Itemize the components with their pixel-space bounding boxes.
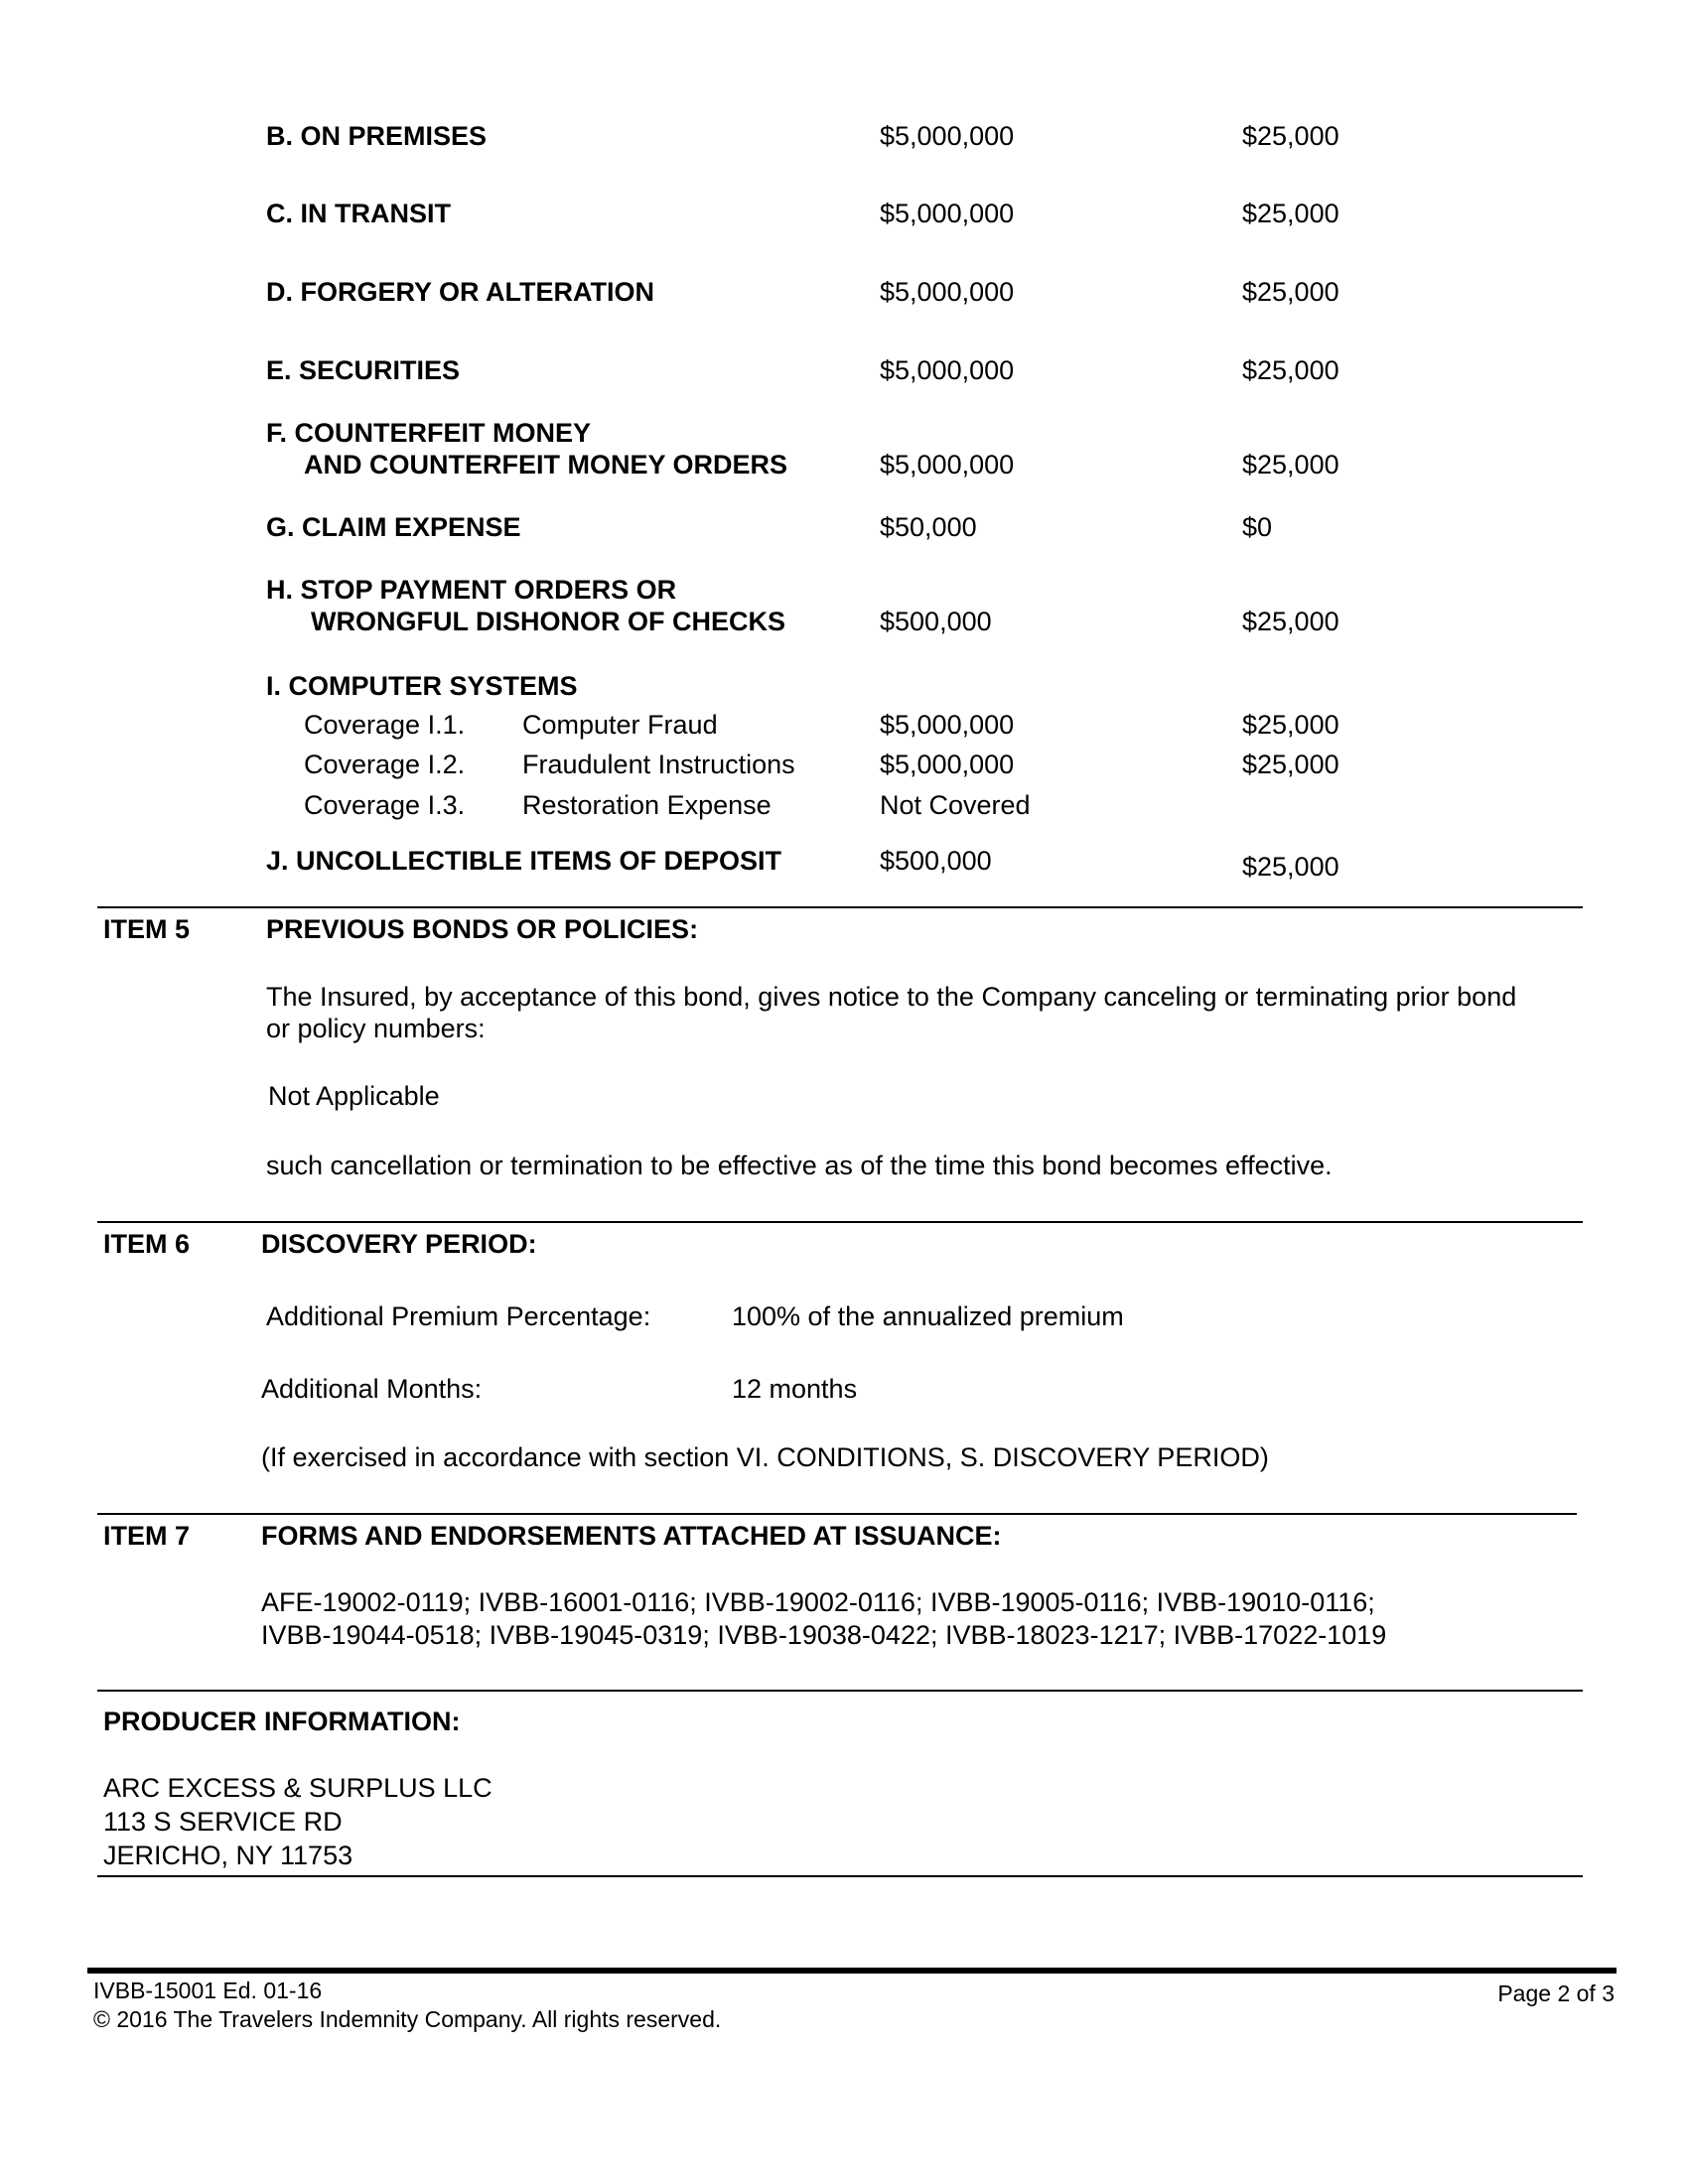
coverage-label: B. ON PREMISES — [266, 121, 488, 151]
coverage-limit: $5,000,000 — [880, 450, 1015, 479]
sub-coverage-code: Coverage I.3. — [304, 790, 466, 820]
coverage-limit: $5,000,000 — [880, 199, 1015, 228]
coverage-deductible: $25,000 — [1242, 355, 1339, 385]
coverage-deductible: $0 — [1242, 512, 1273, 542]
coverage-label: G. CLAIM EXPENSE — [266, 512, 521, 542]
divider — [97, 1221, 1583, 1223]
coverage-label: F. COUNTERFEIT MONEY — [266, 418, 592, 448]
divider — [97, 1875, 1583, 1877]
coverage-deductible: $25,000 — [1242, 121, 1339, 151]
sub-coverage-name: Restoration Expense — [522, 790, 772, 820]
item5-value: Not Applicable — [268, 1081, 440, 1111]
months-label: Additional Months: — [261, 1374, 483, 1404]
item-number: ITEM 7 — [103, 1521, 191, 1551]
item5-paragraph-cont: or policy numbers: — [266, 1014, 486, 1043]
coverage-deductible: $25,000 — [1242, 199, 1339, 228]
coverage-limit: $50,000 — [880, 512, 977, 542]
coverage-limit: $5,000,000 — [880, 121, 1015, 151]
footer-rule — [87, 1968, 1617, 1974]
coverage-limit: $500,000 — [880, 607, 992, 636]
premium-value: 100% of the annualized premium — [732, 1301, 1124, 1331]
coverage-label: C. IN TRANSIT — [266, 199, 451, 228]
divider — [97, 1513, 1577, 1515]
coverage-label: D. FORGERY OR ALTERATION — [266, 277, 654, 307]
coverage-deductible: $25,000 — [1242, 852, 1339, 882]
coverage-label-cont: WRONGFUL DISHONOR OF CHECKS — [311, 607, 785, 636]
coverage-label: E. SECURITIES — [266, 355, 461, 385]
divider — [97, 906, 1583, 908]
form-id: IVBB-15001 Ed. 01-16 — [93, 1978, 323, 2003]
item6-note: (If exercised in accordance with section VI. CONDITIONS, S. DISCOVERY PERIOD) — [261, 1442, 1269, 1472]
sub-coverage-limit: $5,000,000 — [880, 710, 1015, 740]
sub-coverage-code: Coverage I.2. — [304, 750, 466, 779]
coverage-deductible: $25,000 — [1242, 607, 1339, 636]
coverage-limit: $500,000 — [880, 846, 992, 876]
coverage-label: J. UNCOLLECTIBLE ITEMS OF DEPOSIT — [266, 846, 782, 876]
producer-address-line1: 113 S SERVICE RD — [103, 1807, 343, 1837]
item-title: FORMS AND ENDORSEMENTS ATTACHED AT ISSUANCE: — [261, 1521, 1002, 1551]
sub-coverage-limit: $5,000,000 — [880, 750, 1015, 779]
coverage-limit: $5,000,000 — [880, 355, 1015, 385]
item5-paragraph: The Insured, by acceptance of this bond, gives notice to the Company canceling or terminating prior bond — [266, 982, 1517, 1012]
premium-label: Additional Premium Percentage: — [266, 1301, 651, 1331]
forms-list: AFE-19002-0119; IVBB-16001-0116; IVBB-19002-0116; IVBB-19005-0116; IVBB-19010-0116; — [261, 1587, 1375, 1617]
producer-name: ARC EXCESS & SURPLUS LLC — [103, 1773, 492, 1803]
page-number: Page 2 of 3 — [1497, 1980, 1615, 2006]
forms-list-cont: IVBB-19044-0518; IVBB-19045-0319; IVBB-19038-0422; IVBB-18023-1217; IVBB-17022-1019 — [261, 1620, 1387, 1650]
copyright: © 2016 The Travelers Indemnity Company. All rights reserved. — [93, 2006, 722, 2032]
coverage-limit: $5,000,000 — [880, 277, 1015, 307]
sub-coverage-name: Fraudulent Instructions — [522, 750, 795, 779]
divider — [97, 1690, 1583, 1692]
months-value: 12 months — [732, 1374, 858, 1404]
coverage-deductible: $25,000 — [1242, 450, 1339, 479]
producer-address-line2: JERICHO, NY 11753 — [103, 1841, 353, 1870]
coverage-label: I. COMPUTER SYSTEMS — [266, 671, 578, 701]
producer-title: PRODUCER INFORMATION: — [103, 1706, 461, 1736]
item-number: ITEM 6 — [103, 1229, 191, 1259]
coverage-label-cont: AND COUNTERFEIT MONEY ORDERS — [304, 450, 788, 479]
sub-coverage-deductible: $25,000 — [1242, 710, 1339, 740]
item-title: PREVIOUS BONDS OR POLICIES: — [266, 914, 699, 944]
item-title: DISCOVERY PERIOD: — [261, 1229, 537, 1259]
coverage-label: H. STOP PAYMENT ORDERS OR — [266, 575, 677, 605]
item-number: ITEM 5 — [103, 914, 191, 944]
item5-closing: such cancellation or termination to be effective as of the time this bond becomes effective. — [266, 1151, 1333, 1180]
sub-coverage-name: Computer Fraud — [522, 710, 718, 740]
sub-coverage-limit: Not Covered — [880, 790, 1031, 820]
sub-coverage-code: Coverage I.1. — [304, 710, 466, 740]
sub-coverage-deductible: $25,000 — [1242, 750, 1339, 779]
coverage-deductible: $25,000 — [1242, 277, 1339, 307]
